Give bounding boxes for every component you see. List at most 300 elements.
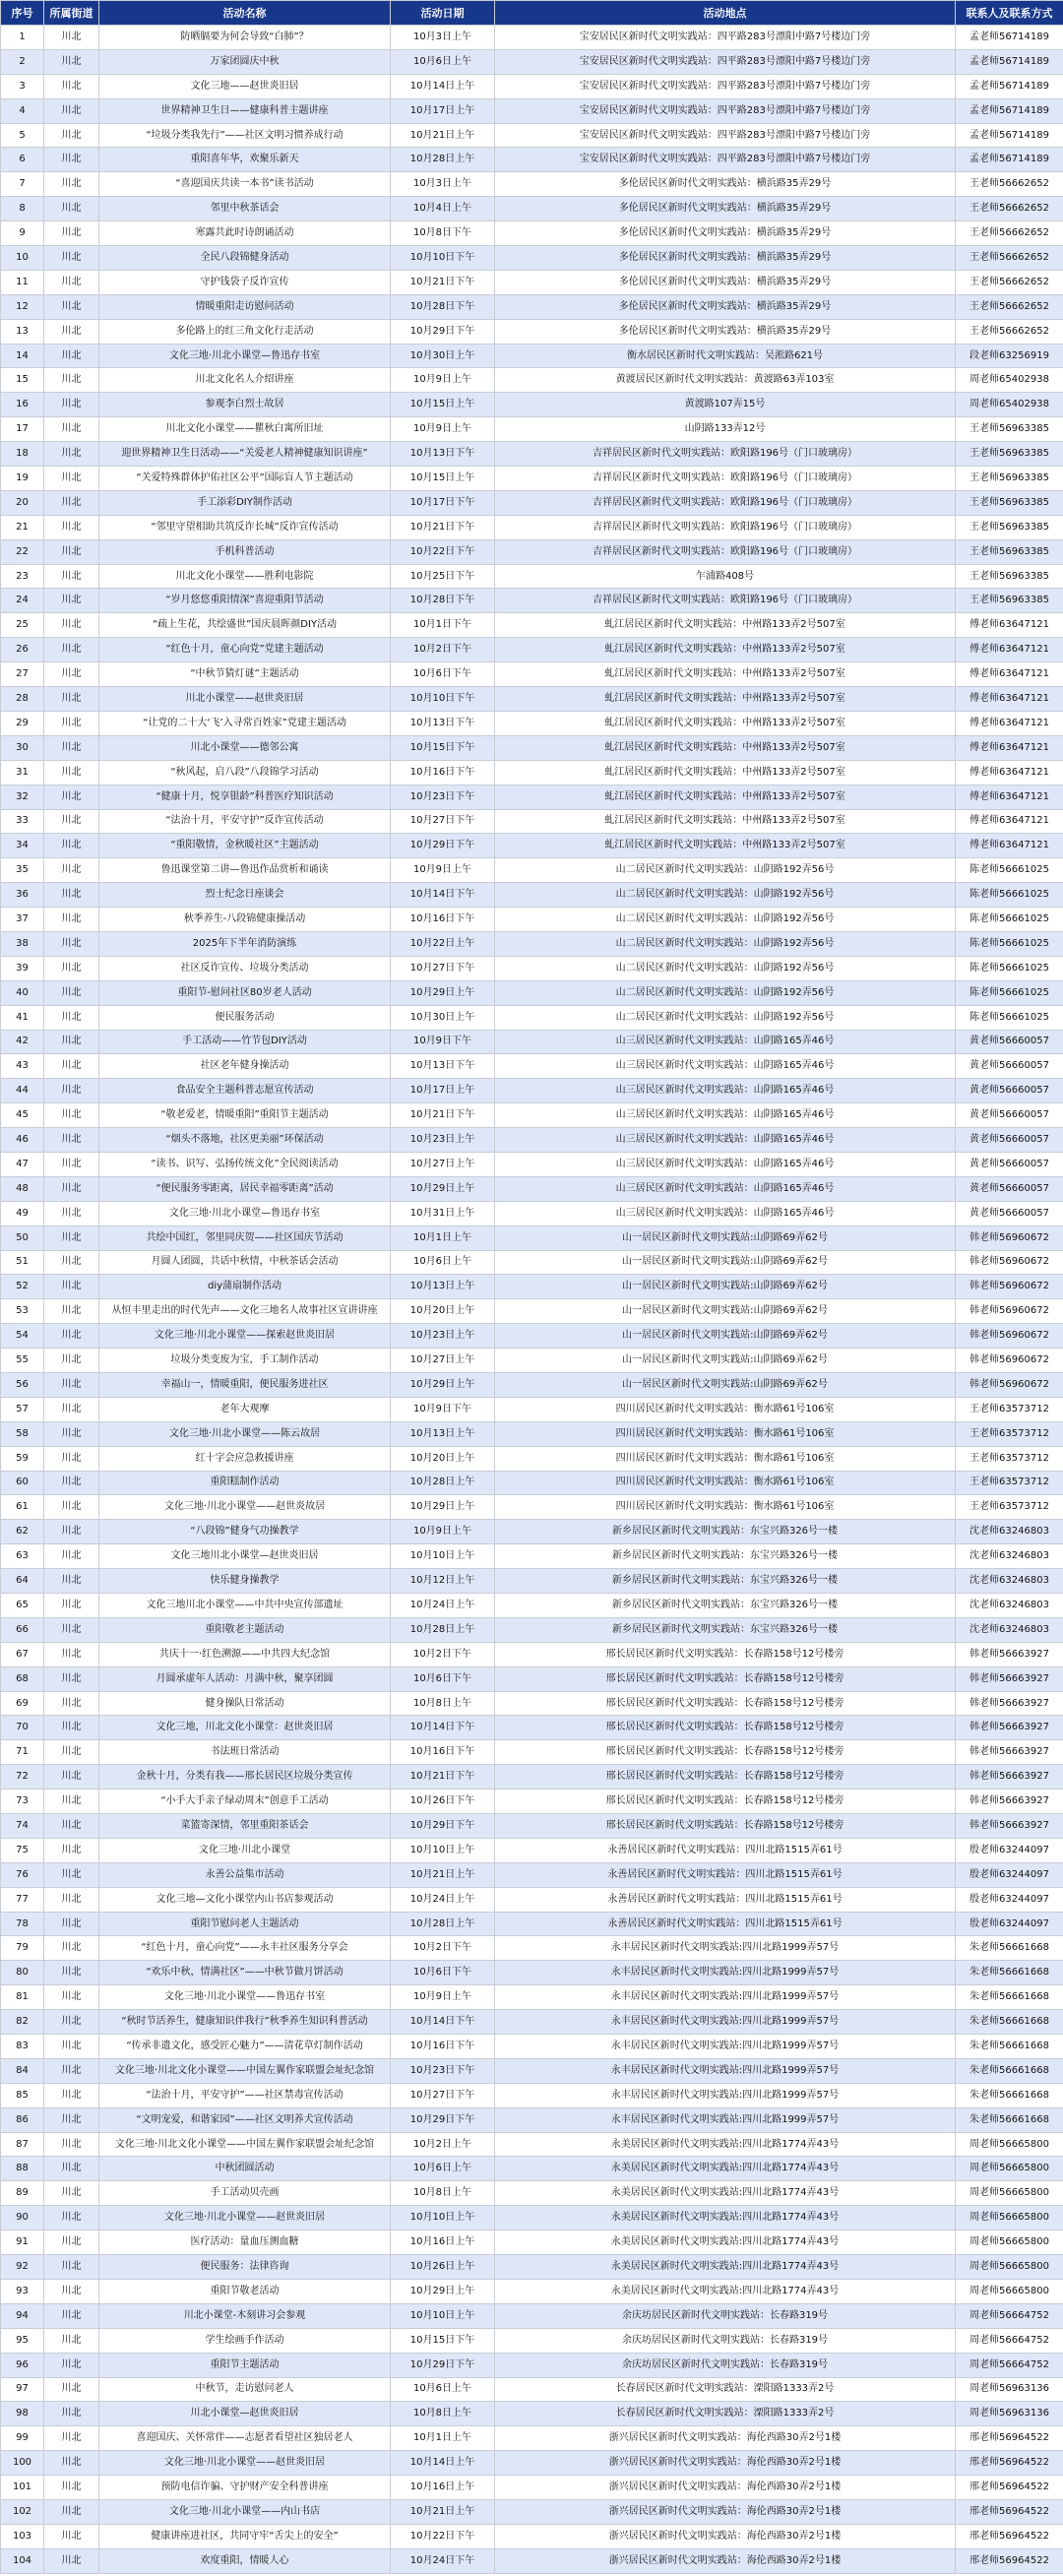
table-row	[1, 1030, 1063, 1054]
street-cell: 川北	[44, 589, 99, 613]
contact-cell: 周老师56665800	[956, 2157, 1063, 2181]
contact-cell: 韩老师56663927	[956, 1642, 1063, 1666]
date-cell: 10月15日上午	[391, 393, 495, 417]
table-row	[1, 1765, 1063, 1790]
index-cell: 90	[1, 2206, 44, 2230]
activity-name-cell: 中秋团圆活动	[99, 2157, 391, 2181]
street-cell: 川北	[44, 809, 99, 834]
index-cell: 32	[1, 785, 44, 809]
date-cell: 10月9日上午	[391, 1985, 495, 2010]
street-cell: 川北	[44, 270, 99, 294]
table-row	[1, 1569, 1063, 1594]
table-row	[1, 2377, 1063, 2402]
table-row	[1, 1691, 1063, 1716]
contact-cell: 朱老师56661668	[956, 2035, 1063, 2059]
table-row	[1, 2451, 1063, 2476]
location-cell: 吉祥居民区新时代文明实践站：欧阳路196号（门口玻璃房）	[495, 515, 956, 539]
index-cell: 31	[1, 760, 44, 785]
activity-name-cell: 寒露共此时诗朗诵活动	[99, 221, 391, 246]
street-cell: 川北	[44, 1275, 99, 1299]
table-row	[1, 2181, 1063, 2206]
street-cell: 川北	[44, 1176, 99, 1201]
street-cell: 川北	[44, 2499, 99, 2524]
date-cell: 10月9日下午	[391, 1397, 495, 1421]
table-row	[1, 2328, 1063, 2353]
table-row	[1, 98, 1063, 123]
street-cell: 川北	[44, 2328, 99, 2353]
index-cell: 27	[1, 662, 44, 687]
index-cell: 25	[1, 613, 44, 638]
table-row	[1, 1985, 1063, 2010]
table-row	[1, 393, 1063, 417]
index-cell: 6	[1, 148, 44, 172]
contact-cell: 傅老师63647121	[956, 809, 1063, 834]
location-cell: 黄渡居民区新时代文明实践站：黄渡路63弄103室	[495, 368, 956, 393]
location-cell: 山三居民区新时代文明实践站：山阴路165弄46号	[495, 1054, 956, 1079]
date-cell: 10月26日上午	[391, 2255, 495, 2280]
contact-cell: 王老师63573712	[956, 1446, 1063, 1471]
index-cell: 34	[1, 834, 44, 858]
index-cell: 103	[1, 2524, 44, 2548]
date-cell: 10月29日上午	[391, 1176, 495, 1201]
street-cell: 川北	[44, 1666, 99, 1691]
street-cell: 川北	[44, 2157, 99, 2181]
location-cell: 虬江居民区新时代文明实践站：中州路133弄2号507室	[495, 638, 956, 662]
activity-name-cell: 共绘中国红，邻里同庆贺——社区国庆节活动	[99, 1225, 391, 1250]
contact-cell: 周老师56665800	[956, 2132, 1063, 2157]
contact-cell: 周老师56963136	[956, 2402, 1063, 2426]
index-cell: 68	[1, 1666, 44, 1691]
activity-name-cell: “关爱特殊群体护佑社区公平”国际盲人节主题活动	[99, 467, 391, 491]
date-cell: 10月27日上午	[391, 1349, 495, 1373]
date-cell: 10月8日下午	[391, 221, 495, 246]
table-row	[1, 2083, 1063, 2107]
table-row	[1, 2476, 1063, 2500]
activity-name-cell: 金秋十月，分类有我——邢长居民区垃圾分类宣传	[99, 1765, 391, 1790]
activity-name-cell: 多伦路上的红三角文化行走活动	[99, 319, 391, 344]
table-row	[1, 26, 1063, 50]
table-row	[1, 270, 1063, 294]
index-cell: 64	[1, 1569, 44, 1594]
location-cell: 邢长居民区新时代文明实践站：长春路158号12号楼旁	[495, 1765, 956, 1790]
activity-name-cell: “敬老爱老，情暖重阳”重阳节主题活动	[99, 1103, 391, 1128]
location-cell: 宝安居民区新时代文明实践站：四平路283号漂阳中路7号楼边门旁	[495, 49, 956, 74]
date-cell: 10月26日下午	[391, 1790, 495, 1814]
contact-cell: 周老师65402938	[956, 368, 1063, 393]
contact-cell: 周老师56665800	[956, 2279, 1063, 2303]
date-cell: 10月21日下午	[391, 515, 495, 539]
contact-cell: 韩老师56663927	[956, 1765, 1063, 1790]
contact-cell: 朱老师56661668	[956, 1985, 1063, 2010]
date-cell: 10月4日上午	[391, 197, 495, 221]
table-body	[1, 26, 1063, 2574]
table-row	[1, 2426, 1063, 2451]
activity-name-cell: 文化三地·川北小课堂——陈云故居	[99, 1421, 391, 1446]
activity-name-cell: 世界精神卫生日——健康科普主题讲座	[99, 98, 391, 123]
location-cell: 吉祥居民区新时代文明实践站：欧阳路196号（门口玻璃房）	[495, 589, 956, 613]
contact-cell: 朱老师56661668	[956, 2010, 1063, 2035]
street-cell: 川北	[44, 2230, 99, 2255]
contact-cell: 孟老师56714189	[956, 123, 1063, 148]
street-cell: 川北	[44, 1421, 99, 1446]
index-cell: 94	[1, 2303, 44, 2328]
column-header-street: 所属街道	[44, 1, 99, 26]
index-cell: 70	[1, 1716, 44, 1740]
contact-cell: 殷老师63244097	[956, 1887, 1063, 1912]
activity-name-cell: 文化三地，川北文化小课堂：赵世炎旧居	[99, 1716, 391, 1740]
date-cell: 10月28日上午	[391, 148, 495, 172]
activity-name-cell: “烟头不落地，社区更美丽”环保活动	[99, 1128, 391, 1153]
contact-cell: 傅老师63647121	[956, 613, 1063, 638]
date-cell: 10月24日上午	[391, 1594, 495, 1618]
activity-name-cell: “中秋节猜灯谜”主题活动	[99, 662, 391, 687]
date-cell: 10月10日上午	[391, 2303, 495, 2328]
activity-name-cell: 食品安全主题科普志愿宣传活动	[99, 1079, 391, 1103]
date-cell: 10月14日下午	[391, 1716, 495, 1740]
index-cell: 14	[1, 344, 44, 368]
street-cell: 川北	[44, 490, 99, 515]
index-cell: 35	[1, 858, 44, 883]
contact-cell: 孟老师56714189	[956, 26, 1063, 50]
activity-name-cell: 重阳节慰问老人主题活动	[99, 1912, 391, 1936]
table-row	[1, 638, 1063, 662]
date-cell: 10月1日下午	[391, 613, 495, 638]
contact-cell: 王老师56963385	[956, 467, 1063, 491]
street-cell: 川北	[44, 834, 99, 858]
date-cell: 10月28日上午	[391, 1912, 495, 1936]
activity-name-cell: “小手大手亲子绿动周末”创意手工活动	[99, 1790, 391, 1814]
location-cell: 山二居民区新时代文明实践站：山阴路192弄56号	[495, 1005, 956, 1030]
activity-name-cell: 从恒丰里走出的时代先声——文化三地名人故事社区宣讲讲座	[99, 1299, 391, 1324]
table-row	[1, 1005, 1063, 1030]
street-cell: 川北	[44, 221, 99, 246]
contact-cell: 朱老师56661668	[956, 1936, 1063, 1961]
street-cell: 川北	[44, 687, 99, 712]
contact-cell: 沈老师63246803	[956, 1594, 1063, 1618]
date-cell: 10月29日下午	[391, 2107, 495, 2132]
table-row	[1, 735, 1063, 760]
table-row	[1, 1176, 1063, 1201]
index-cell: 101	[1, 2476, 44, 2500]
table-row	[1, 1397, 1063, 1421]
activity-name-cell: 防晒膈要为何会导致“白肺”？	[99, 26, 391, 50]
location-cell: 虬江居民区新时代文明实践站：中州路133弄2号507室	[495, 735, 956, 760]
date-cell: 10月27日下午	[391, 956, 495, 980]
column-header-index: 序号	[1, 1, 44, 26]
location-cell: 永丰居民区新时代文明实践站:四川北路1999弄57号	[495, 2083, 956, 2107]
activity-name-cell: 川北文化名人介绍讲座	[99, 368, 391, 393]
location-cell: 虬江居民区新时代文明实践站：中州路133弄2号507室	[495, 613, 956, 638]
street-cell: 川北	[44, 2058, 99, 2083]
location-cell: 浙兴居民区新时代文明实践站：海伦西路30弄2号1楼	[495, 2548, 956, 2573]
street-cell: 川北	[44, 1961, 99, 1985]
table-row	[1, 515, 1063, 539]
activity-name-cell: 情暖重阳走访慰问活动	[99, 294, 391, 319]
table-row	[1, 1495, 1063, 1520]
activity-name-cell: 欢度重阳，情暖人心	[99, 2548, 391, 2573]
contact-cell: 黄老师56660057	[956, 1103, 1063, 1128]
date-cell: 10月15日上午	[391, 467, 495, 491]
location-cell: 山一居民区新时代文明实践站:山阴路69弄62号	[495, 1349, 956, 1373]
date-cell: 10月8日上午	[391, 2181, 495, 2206]
date-cell: 10月13日上午	[391, 1421, 495, 1446]
table-row	[1, 442, 1063, 467]
table-row	[1, 1666, 1063, 1691]
date-cell: 10月21日上午	[391, 2499, 495, 2524]
activity-name-cell: 永善公益集市活动	[99, 1862, 391, 1887]
activity-name-cell: 菜篮寄深情，邻里重阳茶话会	[99, 1814, 391, 1839]
index-cell: 19	[1, 467, 44, 491]
contact-cell: 王老师56963385	[956, 589, 1063, 613]
index-cell: 41	[1, 1005, 44, 1030]
date-cell: 10月30日上午	[391, 344, 495, 368]
index-cell: 12	[1, 294, 44, 319]
contact-cell: 黄老师56660057	[956, 1128, 1063, 1153]
table-row	[1, 1103, 1063, 1128]
location-cell: 永美居民区新时代文明实践站:四川北路1774弄43号	[495, 2279, 956, 2303]
activity-name-cell: 重阳喜年华，欢聚乐新天	[99, 148, 391, 172]
date-cell: 10月14日下午	[391, 2010, 495, 2035]
index-cell: 7	[1, 172, 44, 197]
activity-name-cell: 喜迎国庆、关怀常伴——志愿者看望社区独居老人	[99, 2426, 391, 2451]
index-cell: 60	[1, 1471, 44, 1495]
contact-cell: 陈老师56661025	[956, 931, 1063, 956]
table-row	[1, 1544, 1063, 1569]
street-cell: 川北	[44, 2132, 99, 2157]
street-cell: 川北	[44, 1814, 99, 1839]
location-cell: 永丰居民区新时代文明实践站:四川北路1999弄57号	[495, 2035, 956, 2059]
table-row	[1, 1887, 1063, 1912]
street-cell: 川北	[44, 1005, 99, 1030]
index-cell: 104	[1, 2548, 44, 2573]
index-cell: 48	[1, 1176, 44, 1201]
index-cell: 37	[1, 908, 44, 932]
index-cell: 5	[1, 123, 44, 148]
location-cell: 山阴路133弄12号	[495, 417, 956, 442]
activity-name-cell: “邻里守望相助共筑反诈长城”反诈宣传活动	[99, 515, 391, 539]
date-cell: 10月16日上午	[391, 2476, 495, 2500]
street-cell: 川北	[44, 319, 99, 344]
contact-cell: 韩老师56663927	[956, 1666, 1063, 1691]
street-cell: 川北	[44, 1103, 99, 1128]
table-row	[1, 2107, 1063, 2132]
location-cell: 吉祥居民区新时代文明实践站：欧阳路196号（门口玻璃房）	[495, 442, 956, 467]
table-row	[1, 2279, 1063, 2303]
location-cell: 多伦居民区新时代文明实践站：横浜路35弄29号	[495, 270, 956, 294]
date-cell: 10月6日下午	[391, 662, 495, 687]
table-row	[1, 1617, 1063, 1642]
table-row	[1, 1740, 1063, 1765]
location-cell: 虬江居民区新时代文明实践站：中州路133弄2号507室	[495, 711, 956, 735]
contact-cell: 黄老师56660057	[956, 1030, 1063, 1054]
index-cell: 50	[1, 1225, 44, 1250]
table-row	[1, 2206, 1063, 2230]
activity-name-cell: 文化三地——赵世炎旧居	[99, 74, 391, 98]
contact-cell: 韩老师56960672	[956, 1372, 1063, 1397]
street-cell: 川北	[44, 858, 99, 883]
date-cell: 10月14日上午	[391, 74, 495, 98]
street-cell: 川北	[44, 1152, 99, 1176]
contact-cell: 王老师56662652	[956, 294, 1063, 319]
index-cell: 52	[1, 1275, 44, 1299]
location-cell: 邢长居民区新时代文明实践站：长春路158号12号楼旁	[495, 1740, 956, 1765]
column-header-activity-name: 活动名称	[99, 1, 391, 26]
activity-name-cell: 重阳节敬老活动	[99, 2279, 391, 2303]
date-cell: 10月10日下午	[391, 246, 495, 271]
date-cell: 10月10日上午	[391, 2206, 495, 2230]
table-row	[1, 785, 1063, 809]
contact-cell: 王老师56963385	[956, 417, 1063, 442]
activity-name-cell: 文化三地·川北小课堂——鲁迅存书室	[99, 1985, 391, 2010]
table-row	[1, 1961, 1063, 1985]
activity-name-cell: 川北小课堂-木刻讲习会参观	[99, 2303, 391, 2328]
location-cell: 山二居民区新时代文明实践站：山阴路192弄56号	[495, 931, 956, 956]
activity-name-cell: “法治十月，平安守护”反诈宣传活动	[99, 809, 391, 834]
contact-cell: 韩老师56960672	[956, 1349, 1063, 1373]
location-cell: 吉祥居民区新时代文明实践站：欧阳路196号（门口玻璃房）	[495, 467, 956, 491]
column-header-date: 活动日期	[391, 1, 495, 26]
contact-cell: 陈老师56661025	[956, 956, 1063, 980]
street-cell: 川北	[44, 785, 99, 809]
activity-name-cell: “读书、识写、弘扬传统文化”全民阅读活动	[99, 1152, 391, 1176]
date-cell: 10月29日上午	[391, 1372, 495, 1397]
table-row	[1, 123, 1063, 148]
table-row	[1, 1079, 1063, 1103]
index-cell: 74	[1, 1814, 44, 1839]
date-cell: 10月14日下午	[391, 883, 495, 908]
activity-name-cell: 川北文化小课堂——瞿秋白寓所旧址	[99, 417, 391, 442]
street-cell: 川北	[44, 1862, 99, 1887]
table-row	[1, 2157, 1063, 2181]
location-cell: 新乡居民区新时代文明实践站：东宝兴路326号一楼	[495, 1544, 956, 1569]
location-cell: 虬江居民区新时代文明实践站：中州路133弄2号507室	[495, 662, 956, 687]
table-row	[1, 908, 1063, 932]
index-cell: 9	[1, 221, 44, 246]
location-cell: 山三居民区新时代文明实践站：山阴路165弄46号	[495, 1079, 956, 1103]
location-cell: 山一居民区新时代文明实践站:山阴路69弄62号	[495, 1275, 956, 1299]
contact-cell: 傅老师63647121	[956, 785, 1063, 809]
index-cell: 75	[1, 1838, 44, 1862]
date-cell: 10月28日下午	[391, 294, 495, 319]
contact-cell: 邢老师56964522	[956, 2524, 1063, 2548]
date-cell: 10月20日上午	[391, 1299, 495, 1324]
location-cell: 永美居民区新时代文明实践站:四川北路1774弄43号	[495, 2132, 956, 2157]
street-cell: 川北	[44, 515, 99, 539]
street-cell: 川北	[44, 2451, 99, 2476]
table-row	[1, 1642, 1063, 1666]
street-cell: 川北	[44, 1887, 99, 1912]
index-cell: 15	[1, 368, 44, 393]
contact-cell: 王老师56662652	[956, 221, 1063, 246]
contact-cell: 陈老师56661025	[956, 858, 1063, 883]
activity-name-cell: 重阳节-慰问社区80岁老人活动	[99, 980, 391, 1005]
activity-name-cell: 文化三地·川北小课堂——内山书店	[99, 2499, 391, 2524]
table-row	[1, 1324, 1063, 1349]
location-cell: 多伦居民区新时代文明实践站：横浜路35弄29号	[495, 197, 956, 221]
contact-cell: 王老师56662652	[956, 197, 1063, 221]
date-cell: 10月9日下午	[391, 1030, 495, 1054]
location-cell: 虬江居民区新时代文明实践站：中州路133弄2号507室	[495, 687, 956, 712]
date-cell: 10月2日下午	[391, 1642, 495, 1666]
activity-name-cell: 文化三地·川北文化小课堂——中国左翼作家联盟会址纪念馆	[99, 2132, 391, 2157]
index-cell: 40	[1, 980, 44, 1005]
contact-cell: 傅老师63647121	[956, 735, 1063, 760]
activity-name-cell: “岁月悠悠重阳情深”喜迎重阳节活动	[99, 589, 391, 613]
index-cell: 47	[1, 1152, 44, 1176]
table-row	[1, 1936, 1063, 1961]
contact-cell: 孟老师56714189	[956, 74, 1063, 98]
table-row	[1, 1446, 1063, 1471]
activity-name-cell: 文化三地·川北小课堂——赵世炎旧居	[99, 2451, 391, 2476]
index-cell: 29	[1, 711, 44, 735]
location-cell: 山三居民区新时代文明实践站：山阴路165弄46号	[495, 1176, 956, 1201]
location-cell: 宝安居民区新时代文明实践站：四平路283号漂阳中路7号楼边门旁	[495, 74, 956, 98]
activity-name-cell: 老年大观摩	[99, 1397, 391, 1421]
index-cell: 55	[1, 1349, 44, 1373]
activity-name-cell: “让党的二十大‘飞’入寻常百姓家”党建主题活动	[99, 711, 391, 735]
activity-name-cell: 医疗活动：量血压测血糖	[99, 2230, 391, 2255]
index-cell: 21	[1, 515, 44, 539]
table-row	[1, 1862, 1063, 1887]
contact-cell: 朱老师56661668	[956, 1961, 1063, 1985]
street-cell: 川北	[44, 2426, 99, 2451]
location-cell: 永美居民区新时代文明实践站:四川北路1774弄43号	[495, 2206, 956, 2230]
index-cell: 20	[1, 490, 44, 515]
table-row	[1, 246, 1063, 271]
activity-name-cell: 文化三地·川北小课堂	[99, 1838, 391, 1862]
street-cell: 川北	[44, 1030, 99, 1054]
location-cell: 山三居民区新时代文明实践站：山阴路165弄46号	[495, 1152, 956, 1176]
street-cell: 川北	[44, 1250, 99, 1275]
street-cell: 川北	[44, 1912, 99, 1936]
street-cell: 川北	[44, 1642, 99, 1666]
location-cell: 山一居民区新时代文明实践站:山阴路69弄62号	[495, 1250, 956, 1275]
street-cell: 川北	[44, 1716, 99, 1740]
index-cell: 43	[1, 1054, 44, 1079]
street-cell: 川北	[44, 2303, 99, 2328]
index-cell: 62	[1, 1520, 44, 1544]
contact-cell: 傅老师63647121	[956, 834, 1063, 858]
index-cell: 98	[1, 2402, 44, 2426]
location-cell: 山二居民区新时代文明实践站：山阴路192弄56号	[495, 858, 956, 883]
table-row	[1, 172, 1063, 197]
contact-cell: 黄老师56660057	[956, 1152, 1063, 1176]
location-cell: 宝安居民区新时代文明实践站：四平路283号漂阳中路7号楼边门旁	[495, 26, 956, 50]
date-cell: 10月27日下午	[391, 2083, 495, 2107]
table-row	[1, 883, 1063, 908]
date-cell: 10月22日上午	[391, 931, 495, 956]
date-cell: 10月23日下午	[391, 2058, 495, 2083]
street-cell: 川北	[44, 2402, 99, 2426]
contact-cell: 周老师56665800	[956, 2181, 1063, 2206]
contact-cell: 沈老师63246803	[956, 1544, 1063, 1569]
activity-name-cell: “八段锦”健身气功操教学	[99, 1520, 391, 1544]
index-cell: 2	[1, 49, 44, 74]
date-cell: 10月24日下午	[391, 2548, 495, 2573]
location-cell: 山二居民区新时代文明实践站：山阴路192弄56号	[495, 980, 956, 1005]
index-cell: 102	[1, 2499, 44, 2524]
activity-name-cell: 全民八段锦健身活动	[99, 246, 391, 271]
location-cell: 永丰居民区新时代文明实践站:四川北路1999弄57号	[495, 2010, 956, 2035]
location-cell: 山一居民区新时代文明实践站:山阴路69弄62号	[495, 1372, 956, 1397]
street-cell: 川北	[44, 711, 99, 735]
location-cell: 乍浦路408号	[495, 564, 956, 589]
location-cell: 浙兴居民区新时代文明实践站：海伦西路30弄2号1楼	[495, 2499, 956, 2524]
location-cell: 虬江居民区新时代文明实践站：中州路133弄2号507室	[495, 760, 956, 785]
contact-cell: 傅老师63647121	[956, 687, 1063, 712]
activity-name-cell: 幸福山一，情暖重阳，便民服务进社区	[99, 1372, 391, 1397]
activity-name-cell: 参观李白烈士故居	[99, 393, 391, 417]
